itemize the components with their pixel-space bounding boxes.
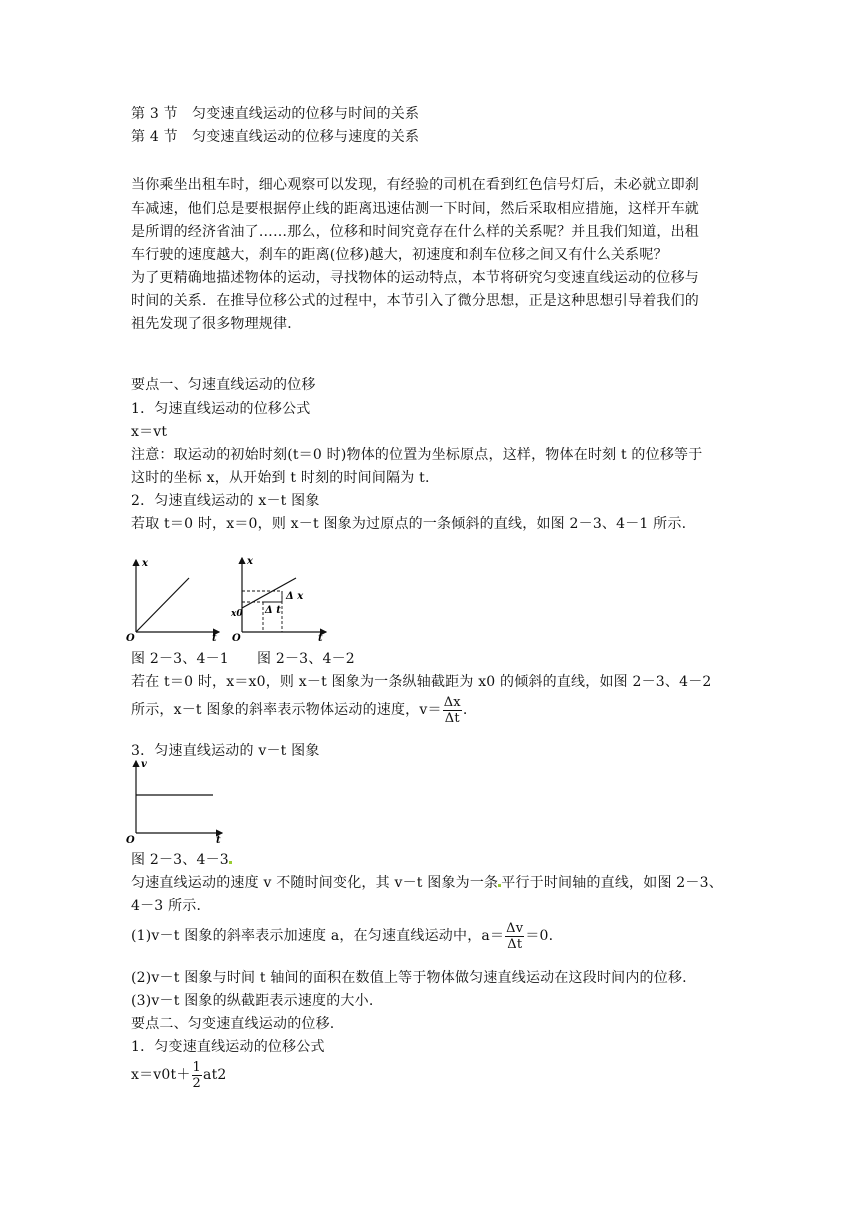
figure-caption-3-text: 图 2－3、4－3 [131,852,229,868]
formula-uniform-accel [131,1057,227,1093]
x-axis-label: t [318,633,323,644]
y-axis-label: x [142,558,148,569]
vt-item-2: (2)v－t 图象与时间 t 轴间的面积在数值上等于物体做匀速直线运动在这段时间内的位移. [131,970,687,986]
xt-slope-text [131,693,467,727]
section-4-heading: 第 4 节 匀变速直线运动的位移与速度的关系 [131,129,420,145]
vt-item-1-pre: (1)v－t 图象的斜率表示加速度 a，在匀速直线运动中，a＝ [131,928,505,944]
delta-x-label: Δ x [286,591,304,602]
velocity-fraction [443,695,462,726]
vt-text-line-2: 4－3 所示． [131,898,211,914]
fraction-numerator: 1 [192,1059,202,1075]
vt-text-pre: 匀速直线运动的速度 v 不随时间变化，其 v－t 图象为一条 [131,875,499,891]
x-axis-label: t [212,633,217,644]
figure-x-t-origin [124,550,224,645]
intro-line-7: 祖先发现了很多物理规律． [131,316,302,332]
vt-item-1 [131,918,553,954]
formula-pre: x＝v0t＋ [131,1067,191,1083]
intro-line-6: 时间的关系．在推导位移公式的过程中，本节引入了微分思想，正是这种思想引导着我们的 [131,293,699,309]
acceleration-fraction [505,921,524,952]
figure-x-t-intercept [230,550,330,645]
formula-post: at2 [203,1067,227,1083]
marker-dot [229,861,232,864]
point1-subhead-1: 1．匀速直线运动的位移公式 [131,401,311,417]
y-axis-label: v [141,759,147,770]
origin-label: O [126,633,135,644]
origin-label: O [126,835,135,845]
point2-title: 要点二、匀变速直线运动的位移. [131,1016,335,1032]
line-through-origin [136,578,189,632]
fraction-denominator: Δt [444,710,460,726]
xt-intercept-text: 若在 t＝0 时，x＝x0，则 x－t 图象为一条纵轴截距为 x0 的倾斜的直线，如图 2－3、4－2 [131,674,712,690]
note-line-1: 注意：取运动的初始时刻(t＝0 时)物体的位置为坐标原点，这样，物体在时刻 t 的位移等于 [131,447,703,463]
section-3-heading: 第 3 节 匀变速直线运动的位移与时间的关系 [131,106,420,122]
point1-subhead-3: 3．匀速直线运动的 v－t 图象 [131,743,320,759]
figure-v-t-constant [124,755,229,845]
intro-line-5: 为了更精确地描述物体的运动，寻找物体的运动特点，本节将研究匀变速直线运动的位移与 [131,270,699,286]
figure-caption-1: 图 2－3、4－1 [131,651,229,667]
figure-caption-3 [131,850,232,870]
fraction-denominator: 2 [192,1075,202,1091]
x0-label: x0 [231,609,243,619]
vt-text-post: 平行于时间轴的直线，如图 2－3、 [501,875,723,891]
y-axis-label: x [247,556,253,567]
figure-caption-2: 图 2－3、4－2 [257,651,355,667]
intro-line-2: 车减速，他们总是要根据停止线的距离迅速估测一下时间，然后采取相应措施，这样开车就 [131,201,699,217]
point1-subhead-2: 2．匀速直线运动的 x－t 图象 [131,493,320,509]
origin-label: O [232,633,241,644]
fraction-denominator: Δt [507,936,523,952]
xt-slope-text-pre: 所示，x－t 图象的斜率表示物体运动的速度，v＝ [131,702,442,718]
fraction-numerator: Δx [443,694,461,710]
xt-graph-text: 若取 t＝0 时，x＝0，则 x－t 图象为过原点的一条倾斜的直线，如图 2－3、4－1 所示. [131,516,687,532]
half-fraction [192,1060,202,1091]
fraction-numerator: Δv [506,920,524,936]
x-axis-label: t [216,835,221,845]
point2-subhead-1: 1．匀变速直线运动的位移公式 [131,1039,325,1055]
intro-line-3: 是所谓的经济省油了……那么，位移和时间究竟存在什么样的关系呢？并且我们知道，出租 [131,224,699,240]
vt-item-1-post: ＝0. [525,928,554,944]
note-line-2: 这时的坐标 x，从开始到 t 时刻的时间间隔为 t. [131,470,430,486]
xt-slope-text-post: . [462,702,468,718]
vt-item-3: (3)v－t 图象的纵截距表示速度的大小. [131,993,374,1009]
delta-t-label: Δ t [265,605,281,616]
point1-title: 要点一、匀速直线运动的位移 [131,377,316,393]
formula-x-vt: x＝vt [131,424,168,440]
intro-line-1: 当你乘坐出租车时，细心观察可以发现，有经验的司机在看到红色信号灯后，未必就立即刹 [131,177,699,193]
vt-text-line-1 [131,873,723,893]
intro-line-4: 车行驶的速度越大，刹车的距离(位移)越大，初速度和刹车位移之间又有什么关系呢？ [131,247,668,263]
